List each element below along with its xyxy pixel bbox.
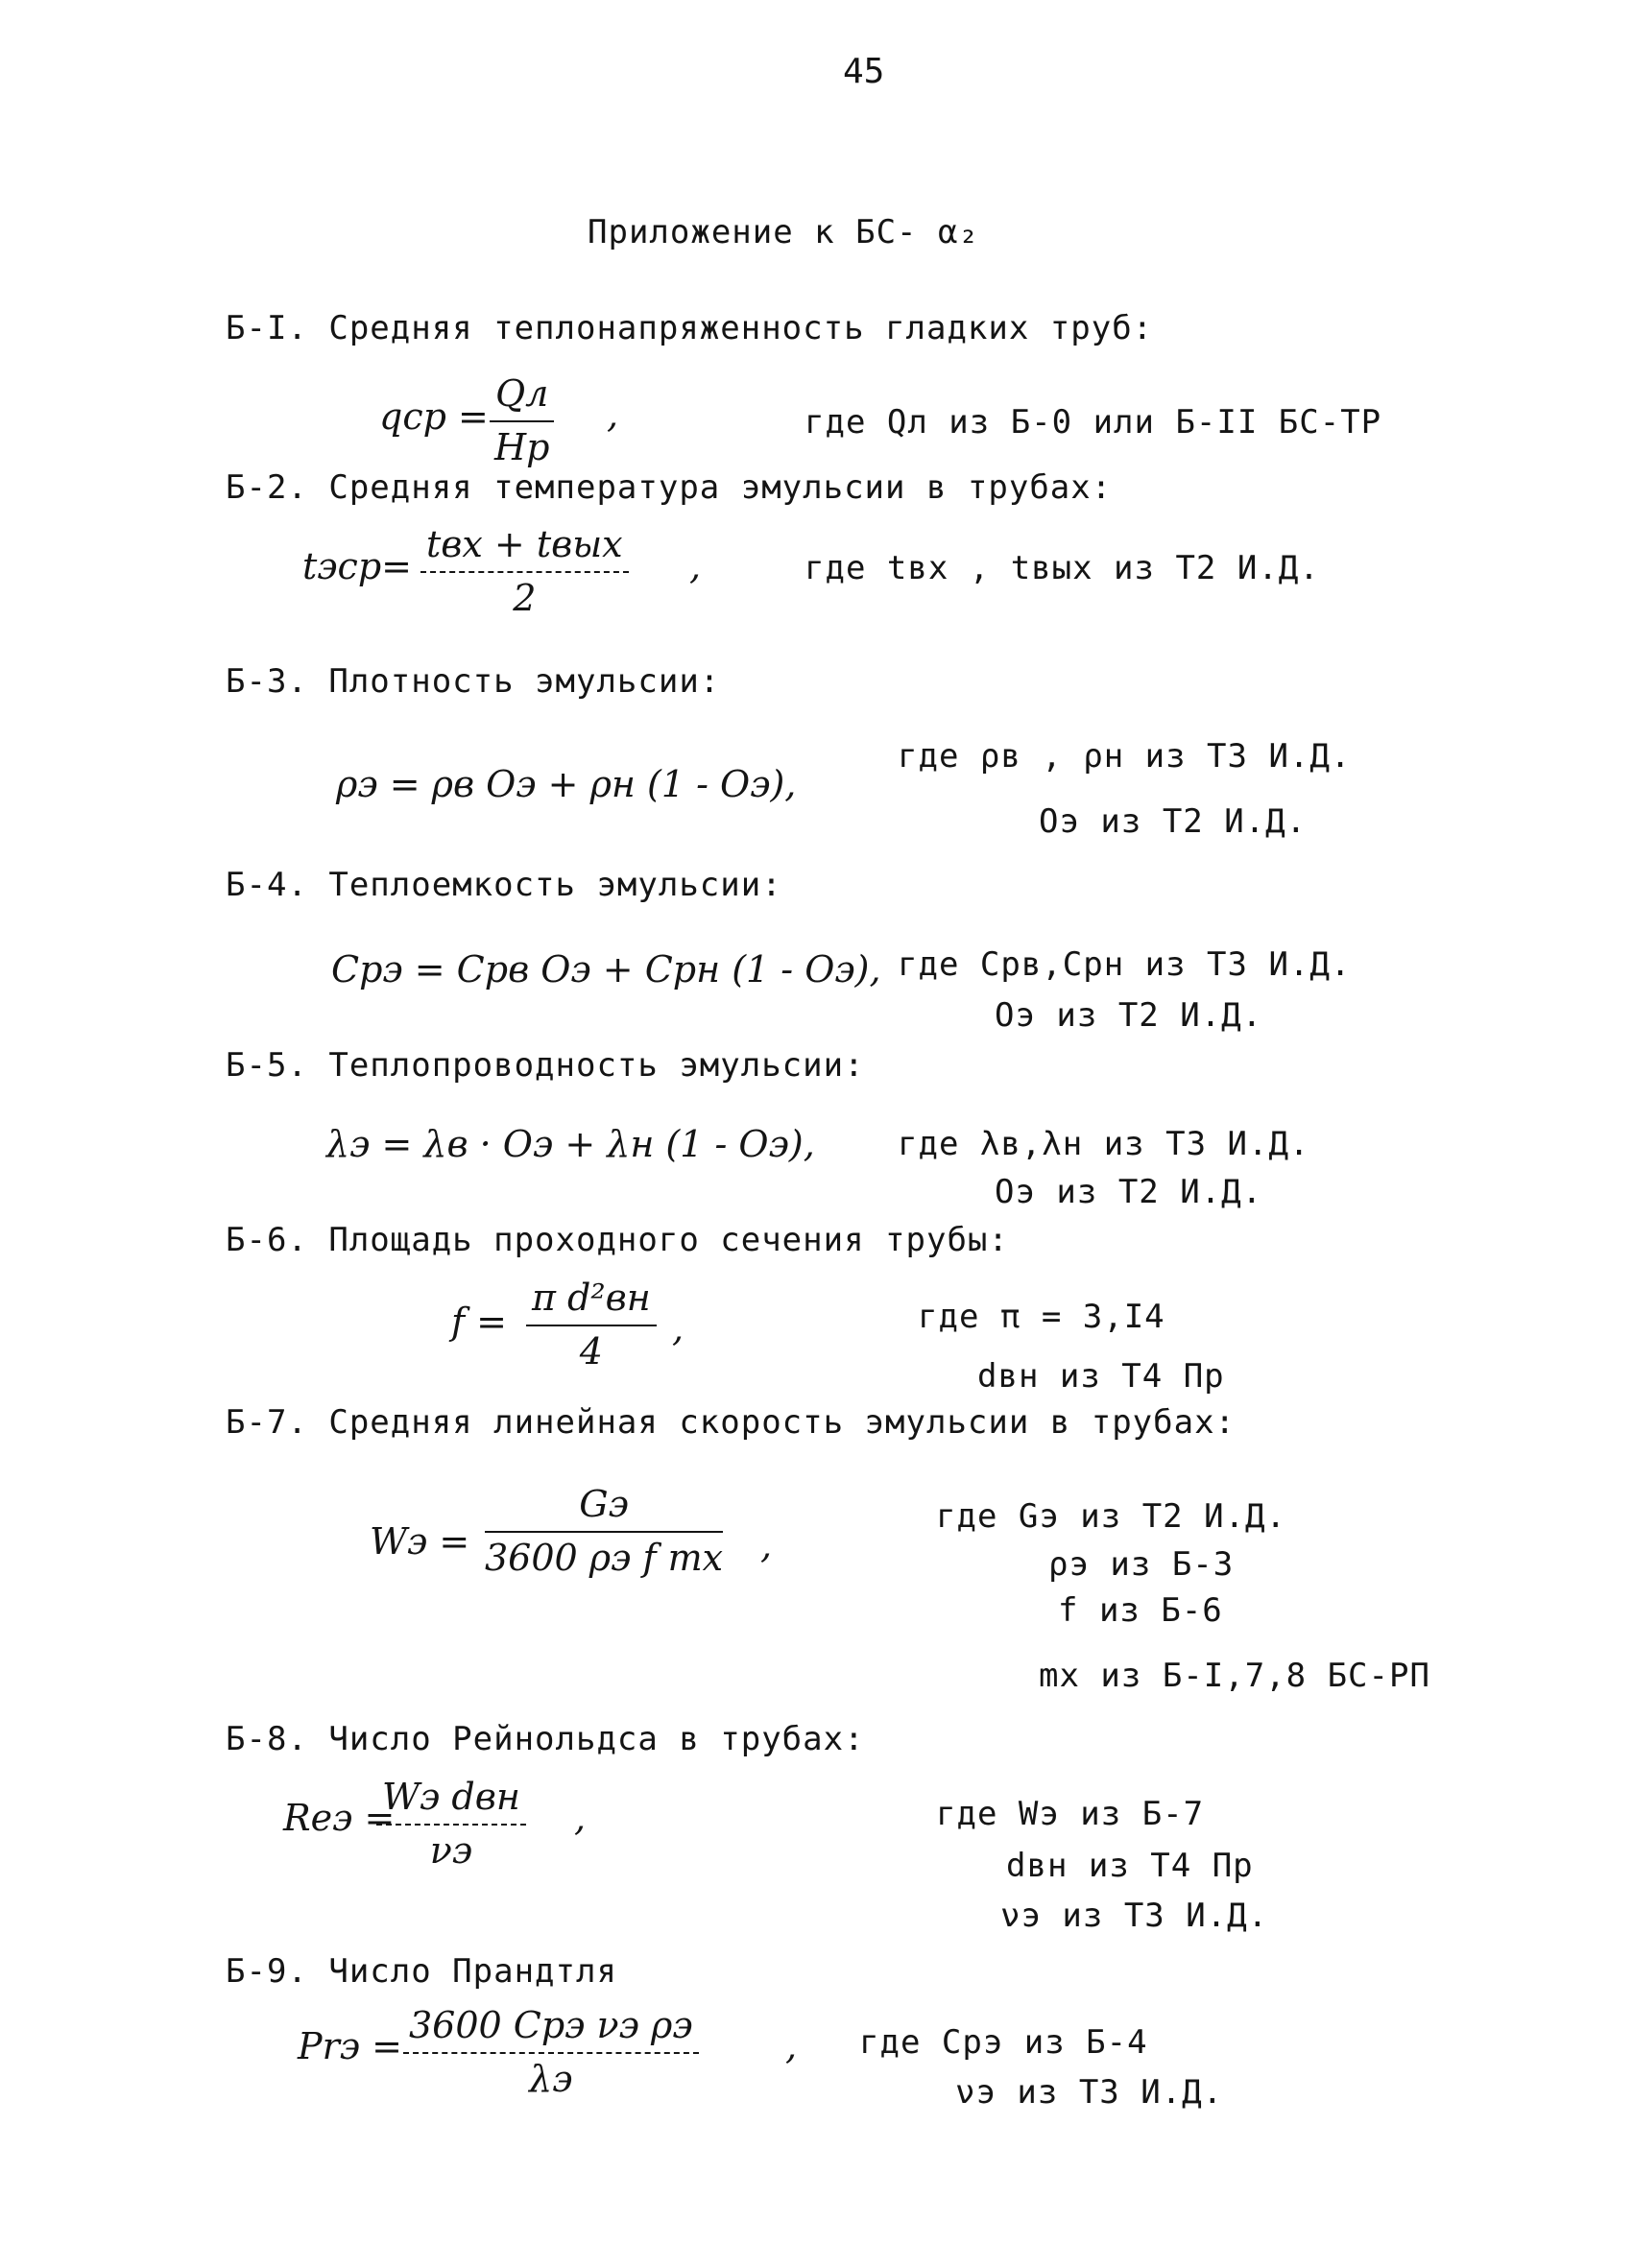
formula-b2-fraction <box>420 523 629 619</box>
formula-b8-numerator: Wэ dвн <box>382 1776 520 1818</box>
where-b9-line2: νэ из Т3 И.Д. <box>955 2073 1224 2112</box>
formula-b1-numerator: Qл <box>495 372 549 415</box>
page-number: 45 <box>843 52 885 91</box>
section-heading-b4: Б-4. Теплоемкость эмульсии: <box>226 866 782 904</box>
formula-b4: Cрэ = Cрв Oэ + Cрн (1 - Oэ), <box>331 948 881 991</box>
formula-b6-denominator: 4 <box>579 1330 603 1373</box>
section-heading-b9: Б-9. Число Прандтля <box>226 1952 617 1991</box>
formula-b6-comma: , <box>672 1307 684 1349</box>
formula-b2-comma: , <box>689 545 702 587</box>
section-heading-b5: Б-5. Теплопроводность эмульсии: <box>226 1046 865 1085</box>
formula-b6-fraction <box>526 1277 657 1373</box>
formula-b7-lhs: Wэ = <box>370 1520 470 1563</box>
formula-b2-numerator: tвх + tвых <box>426 523 623 565</box>
where-b2-line1: где tвх , tвых из Т2 И.Д. <box>804 549 1320 587</box>
where-b7-line4: mх из Б-I,7,8 БС-РП <box>1039 1657 1430 1695</box>
where-b3-line2: Oэ из Т2 И.Д. <box>1039 802 1308 841</box>
formula-b9-fraction <box>403 2004 699 2100</box>
formula-b6-numerator: π d²вн <box>532 1277 651 1319</box>
section-heading-b7: Б-7. Средняя линейная скорость эмульсии в трубах: <box>226 1403 1237 1442</box>
where-b8-line3: νэ из Т3 И.Д. <box>1000 1897 1269 1935</box>
formula-b8-lhs: Reэ = <box>283 1797 396 1839</box>
where-b7-line3: f из Б-6 <box>1058 1591 1223 1630</box>
where-b7-line2: ρэ из Б-3 <box>1048 1545 1235 1584</box>
formula-b2-lhs: tэср= <box>302 545 412 587</box>
formula-b7-fraction <box>485 1483 723 1579</box>
formula-b8-denominator: νэ <box>429 1829 473 1872</box>
where-b8-line2: dвн из Т4 Пр <box>1006 1847 1254 1885</box>
formula-b9-numerator: 3600 Cрэ νэ ρэ <box>409 2004 693 2046</box>
formula-b5: λэ = λв · Oэ + λн (1 - Oэ), <box>326 1123 815 1165</box>
formula-b6-lhs: f = <box>451 1301 507 1343</box>
formula-b7-numerator: Gэ <box>579 1483 629 1525</box>
where-b4-line1: где Cрв,Cрн из Т3 И.Д. <box>898 945 1352 984</box>
where-b5-line2: Oэ из Т2 И.Д. <box>995 1173 1263 1211</box>
formula-b7-denominator: 3600 ρэ f mх <box>485 1537 724 1579</box>
formula-b1-lhs: qср = <box>379 395 489 438</box>
where-b6-line2: dвн из Т4 Пр <box>977 1357 1225 1396</box>
section-heading-b6: Б-6. Площадь проходного сечения трубы: <box>226 1221 1009 1259</box>
formula-b8-fraction <box>376 1776 526 1872</box>
where-b9-line1: где Cрэ из Б-4 <box>859 2023 1148 2062</box>
formula-b1-comma: , <box>607 394 619 436</box>
where-b3-line1: где ρв , ρн из Т3 И.Д. <box>898 737 1352 776</box>
where-b5-line1: где λв,λн из Т3 И.Д. <box>898 1125 1310 1163</box>
formula-b9-lhs: Prэ = <box>298 2025 402 2067</box>
formula-b7-comma: , <box>760 1524 773 1566</box>
where-b7-line1: где Gэ из Т2 И.Д. <box>936 1497 1286 1536</box>
formula-b9-denominator: λэ <box>529 2058 573 2100</box>
section-heading-b1: Б-I. Средняя теплонапряженность гладких труб: <box>226 309 1154 347</box>
page-title: Приложение к БС- α₂ <box>588 213 979 251</box>
section-heading-b8: Б-8. Число Рейнольдса в трубах: <box>226 1720 865 1758</box>
formula-b3: ρэ = ρв Oэ + ρн (1 - Oэ), <box>336 763 797 805</box>
where-b6-line1: где π = 3,I4 <box>918 1298 1165 1336</box>
formula-b2-denominator: 2 <box>513 577 537 619</box>
formula-b9-comma: , <box>785 2025 798 2067</box>
formula-b1-denominator: Hр <box>493 426 550 468</box>
formula-b8-comma: , <box>574 1797 587 1839</box>
section-heading-b2: Б-2. Средняя температура эмульсии в трубах: <box>226 468 1113 507</box>
where-b4-line2: Oэ из Т2 И.Д. <box>995 996 1263 1035</box>
section-heading-b3: Б-3. Плотность эмульсии: <box>226 662 721 701</box>
formula-b1-fraction <box>490 372 554 468</box>
where-b1-line1: где Qл из Б-0 или Б-II БС-ТР <box>804 403 1382 442</box>
where-b8-line1: где Wэ из Б-7 <box>936 1795 1205 1833</box>
